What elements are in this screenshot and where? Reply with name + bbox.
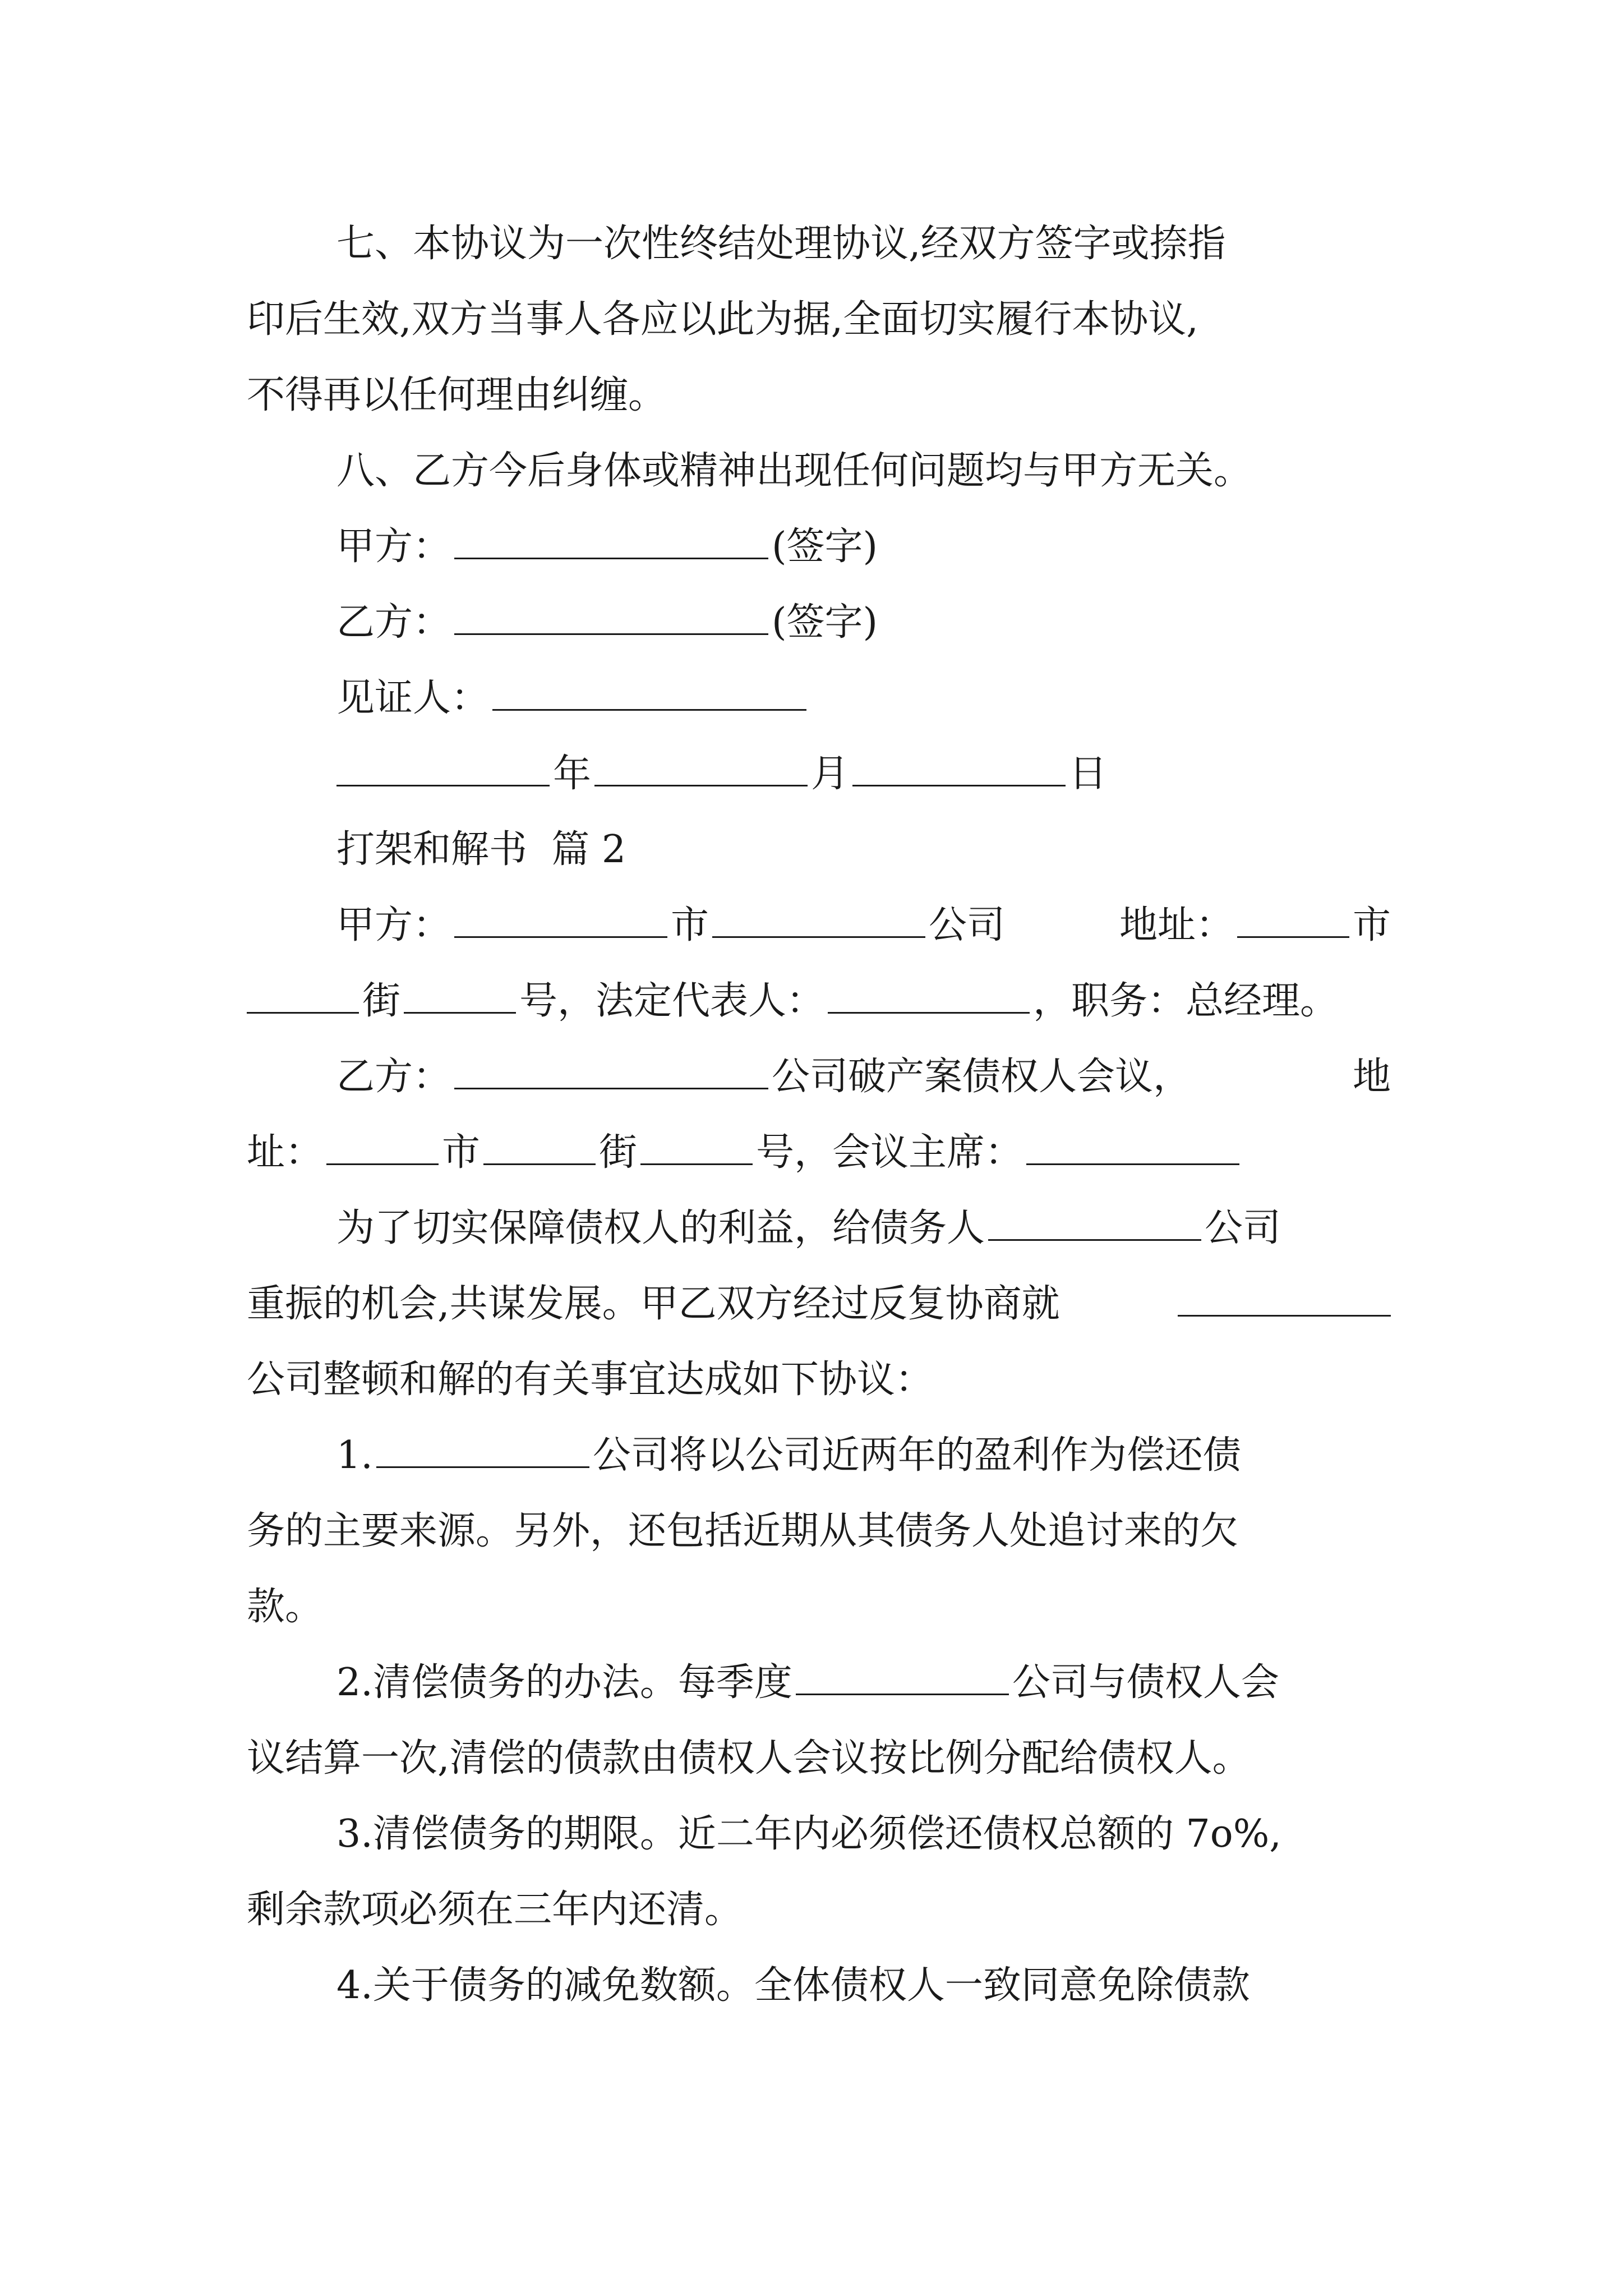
witness-label: 见证人： <box>336 676 490 720</box>
party-b-address-end: 址： <box>247 1130 324 1175</box>
party-a-city-blank[interactable] <box>454 932 667 938</box>
item-2-line-2: 议结算一次,清偿的债款由债权人会议按比例分配给债权人。 <box>247 1736 1251 1780</box>
year-blank[interactable] <box>336 780 550 786</box>
item-1-line-2: 务的主要来源。另外，还包括近期从其债务人处追讨来的欠 <box>247 1509 1239 1553</box>
party-a-company-blank[interactable] <box>712 932 925 938</box>
party-a-position: ，职务：总经理。 <box>1033 979 1339 1023</box>
item-1-line-1 <box>336 1428 1391 1484</box>
party-a-address-city-blank[interactable] <box>1237 932 1349 938</box>
party-a-street-blank[interactable] <box>247 1007 359 1014</box>
party-b-chair-blank[interactable] <box>1026 1159 1239 1165</box>
party-a-signature-line <box>336 519 1391 575</box>
party-b-signature-line <box>336 595 1391 651</box>
party-b-sign-note: (签字) <box>772 600 878 645</box>
item-2-company-blank[interactable] <box>796 1689 1009 1695</box>
party-b-meeting: 公司破产案债权人会议， <box>772 1055 1192 1099</box>
party-b-address-start: 地 <box>1352 1055 1391 1099</box>
item-1-text: 公司将以公司近两年的盈利作为偿还债 <box>592 1433 1241 1478</box>
party-b-street-blank[interactable] <box>483 1159 596 1165</box>
party-a-address-city: 市 <box>1352 903 1391 947</box>
party-b-street: 街 <box>599 1130 638 1175</box>
party-b-number-chair: 号，会议主席： <box>756 1130 1023 1175</box>
intro-line-3: 公司整顿和解的有关事宜达成如下协议： <box>247 1358 934 1402</box>
year-label: 年 <box>553 752 592 796</box>
party-a-legal-rep-blank[interactable] <box>828 1007 1030 1014</box>
party-a-line-2 <box>247 973 1391 1029</box>
party-a-company: 公司 <box>929 903 1006 947</box>
item-1-line-3: 款。 <box>247 1585 324 1629</box>
intro-company: 公司 <box>1205 1206 1281 1250</box>
party-a-city: 市 <box>671 903 709 947</box>
party-a-label: 甲方： <box>336 524 451 569</box>
party-b-label-2: 乙方： <box>336 1055 451 1099</box>
intro-text-2: 重振的机会,共谋发展。甲乙双方经过反复协商就 <box>247 1282 1060 1326</box>
month-label: 月 <box>811 752 850 796</box>
intro-line-1 <box>336 1200 1391 1257</box>
party-a-address-label: 地址： <box>1119 903 1234 947</box>
item-3-line-2: 剩余款项必须在三年内还清。 <box>247 1888 743 1932</box>
party-b-city: 市 <box>442 1130 481 1175</box>
intro-line-2 <box>247 1276 1391 1332</box>
clause-7-line-3: 不得再以任何理由纠缠。 <box>247 373 667 417</box>
party-a-number-blank[interactable] <box>404 1007 516 1014</box>
item-1-company-blank[interactable] <box>376 1462 589 1468</box>
party-a-line-1 <box>336 898 1391 954</box>
party-b-city-blank[interactable] <box>326 1159 439 1165</box>
intro-text-1: 为了切实保障债权人的利益，给债务人 <box>336 1206 985 1250</box>
item-4-line-1: 4.关于债务的减免数额。全体债权人一致同意免除债款 <box>336 1963 1250 2008</box>
clause-7-line-2: 印后生效,双方当事人各应以此为据,全面切实履行本协议, <box>247 297 1198 342</box>
clause-7-line-1: 七、本协议为一次性终结处理协议,经双方签字或捺指 <box>336 222 1226 266</box>
party-a-number-legal: 号，法定代表人： <box>519 979 825 1023</box>
section-heading: 打架和解书 篇 2 <box>336 827 626 872</box>
party-a-sign-note: (签字) <box>772 524 878 569</box>
item-2-line-1 <box>336 1655 1391 1711</box>
month-blank[interactable] <box>594 780 808 786</box>
day-blank[interactable] <box>852 780 1066 786</box>
party-b-line-1 <box>336 1049 1391 1105</box>
party-a-signature-blank[interactable] <box>454 553 768 559</box>
item-2-text-a: 2.清偿债务的办法。每季度 <box>336 1660 792 1705</box>
party-b-line-2 <box>247 1125 1391 1181</box>
witness-line <box>336 670 1391 726</box>
day-label: 日 <box>1069 752 1108 796</box>
party-a-label-2: 甲方： <box>336 903 451 947</box>
item-2-text-b: 公司与债权人会 <box>1012 1660 1279 1705</box>
party-b-signature-blank[interactable] <box>454 629 768 635</box>
witness-blank[interactable] <box>492 705 806 711</box>
party-b-number-blank[interactable] <box>640 1159 753 1165</box>
debtor-company-blank[interactable] <box>988 1235 1201 1241</box>
date-line <box>336 746 1391 802</box>
clause-8: 八、乙方今后身体或精神出现任何问题均与甲方无关。 <box>336 449 1252 493</box>
intro-company-blank-2[interactable] <box>1178 1310 1391 1317</box>
party-b-company-blank[interactable] <box>454 1083 768 1089</box>
party-a-street: 街 <box>362 979 401 1023</box>
item-1-number: 1. <box>336 1433 373 1478</box>
party-b-label: 乙方： <box>336 600 451 645</box>
item-3-line-1: 3.清偿债务的期限。近二年内必须偿还债权总额的 7o%, <box>336 1812 1281 1856</box>
